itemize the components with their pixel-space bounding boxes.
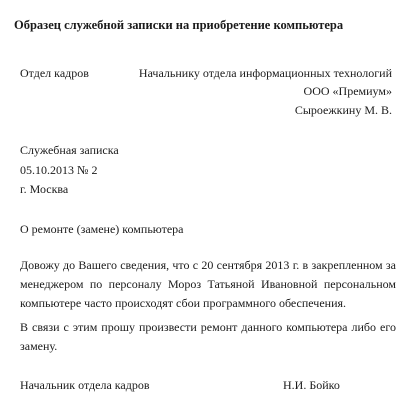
recipient-name: Сыроежкину М. В. <box>294 103 392 117</box>
body-paragraph-2: В связи с этим прошу произвести ремонт данного компьютера либо его замену. <box>20 320 396 353</box>
body-paragraph-1: Довожу до Вашего сведения, что с 20 сентября 2013 г. в закрепленном за менеджером по персоналу Мороз Татьяной Ивановной персональном компьютере часто происходят сбои программного обеспечения. <box>20 258 396 310</box>
document-date-number: 05.10.2013 № 2 <box>20 163 98 177</box>
recipient-company: ООО «Премиум» <box>303 84 392 98</box>
document-subject: О ремонте (замене) компьютера <box>20 222 184 236</box>
signature-name: Н.И. Бойко <box>283 378 340 392</box>
document-title: Образец служебной записки на приобретение компьютера <box>14 18 344 32</box>
recipient-position: Начальнику отдела информационных технологий <box>138 66 392 80</box>
signature-role: Начальник отдела кадров <box>20 378 150 392</box>
document-city: г. Москва <box>20 182 69 196</box>
document-type: Служебная записка <box>20 143 119 157</box>
sender-department: Отдел кадров <box>20 66 89 80</box>
